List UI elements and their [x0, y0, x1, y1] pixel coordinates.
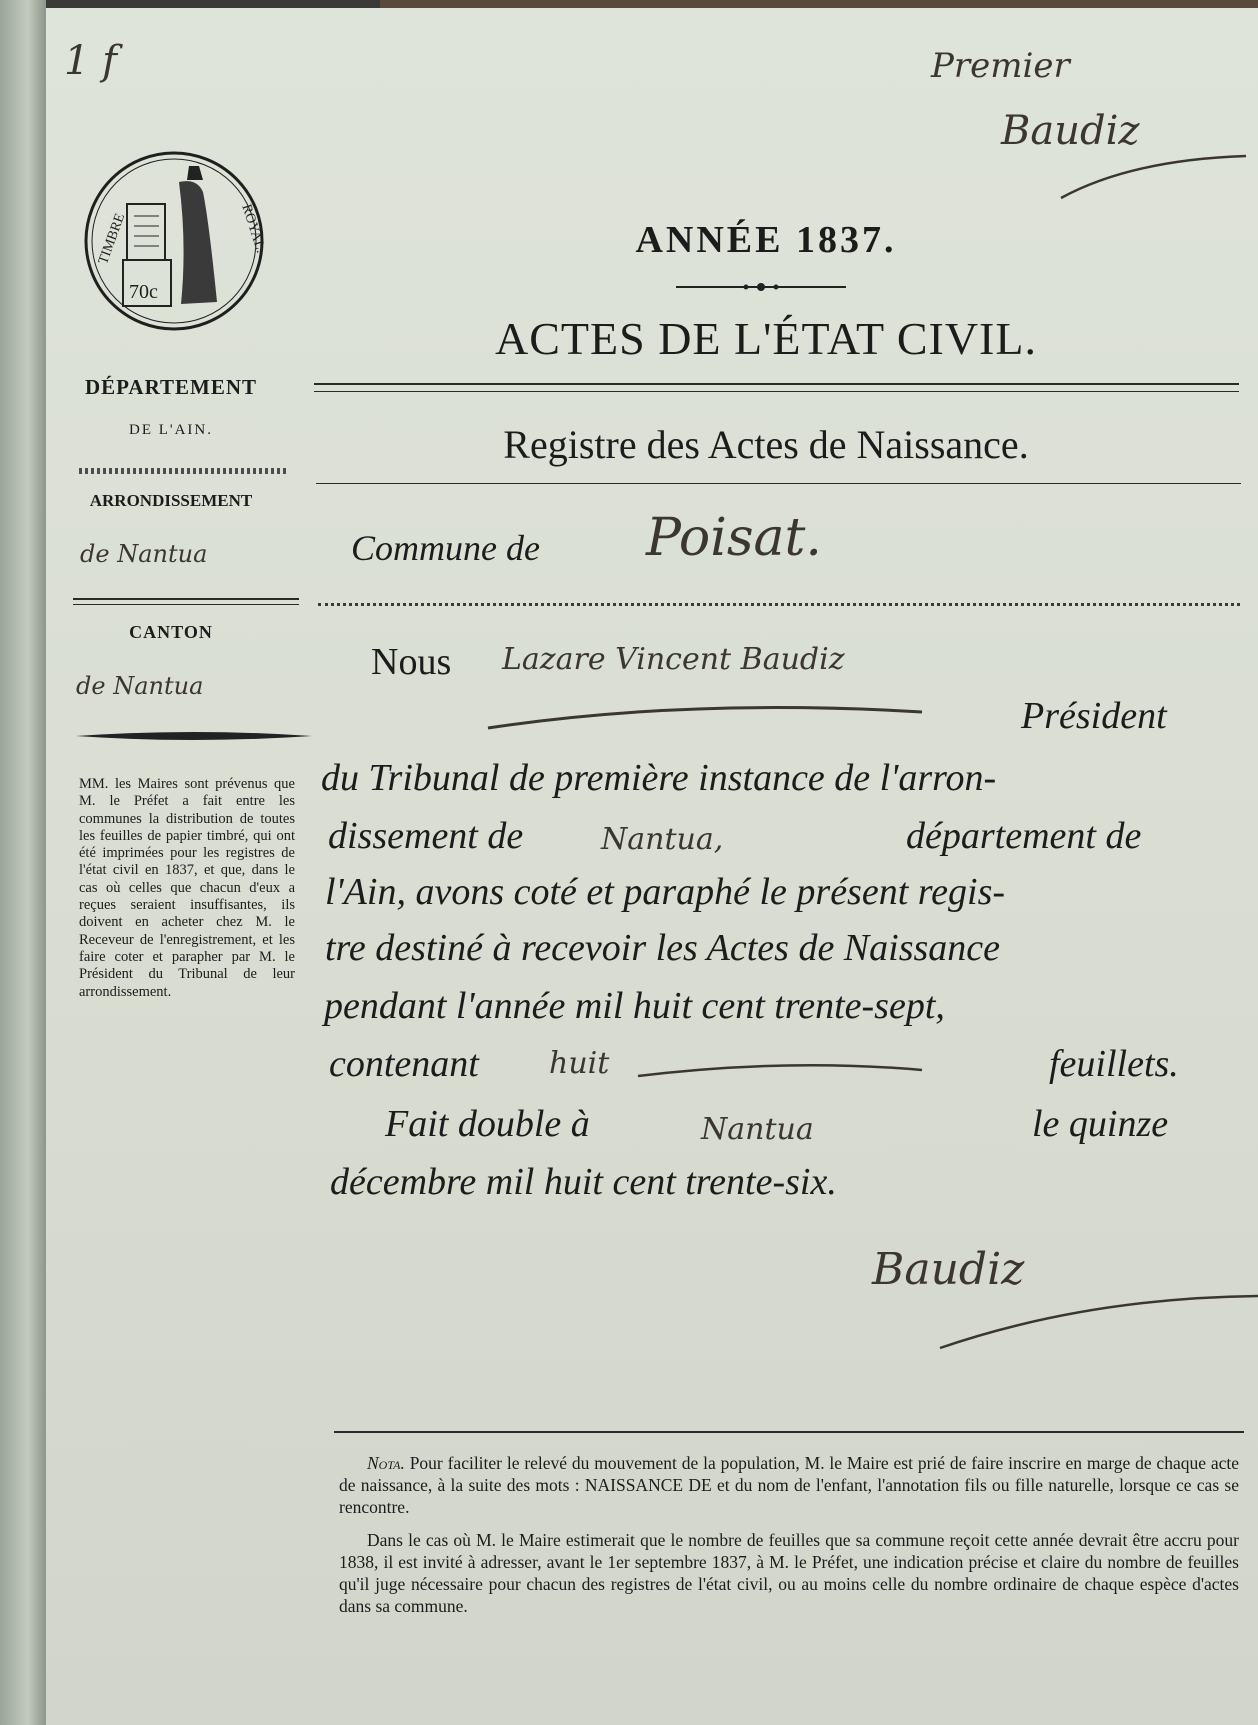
left-page-edge: [0, 0, 46, 1725]
body-line5: tre destiné à recevoir les Actes de Naissance: [325, 927, 1001, 969]
body-line8b: le quinze: [1032, 1103, 1169, 1145]
arrondissement-value: de Nantua: [80, 540, 208, 568]
header-rule-middle: [316, 483, 1241, 484]
body-line3a: dissement de: [328, 815, 524, 857]
signature-bottom: Baudiz: [872, 1244, 1025, 1295]
nota-text-1: Pour faciliter le relevé du mouvement de la population, M. le Maire est prié de faire inscrire en marge de chaque acte de naissance, à la suite des mots : NAISSANCE DE et du nom de l'enfant, l'annotation fils ou fille naturelle, lorsque ce cas se rencontre.: [339, 1453, 1239, 1517]
body-nous: Nous: [371, 641, 452, 683]
body-line9: décembre mil huit cent trente-six.: [330, 1161, 837, 1203]
handwritten-premier: Premier: [931, 46, 1070, 86]
body-line3b: département de: [906, 815, 1142, 857]
nota-paragraph-1: [339, 1452, 1239, 1518]
register-page: [46, 8, 1258, 1725]
body-line6: pendant l'année mil huit cent trente-sept,: [324, 985, 945, 1027]
commune-name: Poisat.: [646, 508, 822, 568]
handwritten-signature-top: Baudiz: [1001, 108, 1140, 154]
body-line4: l'Ain, avons coté et paraphé le présent regis-: [325, 871, 1006, 913]
signature-flourish-bottom: [936, 1288, 1258, 1358]
header-rule-top-b: [314, 391, 1239, 392]
handwritten-folio-note: 1 f: [64, 38, 117, 84]
sidebar-double-rule-b: [73, 604, 299, 605]
royal-stamp-seal: [79, 146, 269, 336]
feuillets-flourish: [636, 1058, 926, 1082]
departement-value: DE L'AIN.: [128, 422, 214, 438]
sidebar-notice: MM. les Maires sont prévenus que M. le Préfet a fait entre les communes la distribution de toutes les feuilles de papier timbré, qui ont été imprimées pour les registres de l'état civil en 1837, et que, dans le cas où celles que chacun d'eux a reçues seraient insuffisantes, ils doivent en acheter chez M. le Receveur de l'enregistrement, et les faire coter et parapher par M. le Président du Tribunal de leur arrondissement.: [79, 776, 295, 1000]
seal-value: 70c: [129, 281, 158, 303]
arrondissement-name: Nantua,: [601, 822, 724, 857]
title-ornament: [676, 280, 846, 294]
header-rule-top-a: [314, 383, 1239, 385]
body-line7b: feuillets.: [1049, 1043, 1179, 1085]
arrondissement-label: ARRONDISSEMENT: [89, 491, 253, 510]
body-line2: du Tribunal de première instance de l'arron-: [321, 757, 997, 799]
body-president: Président: [1021, 695, 1167, 737]
signature-flourish-top: [1056, 148, 1256, 208]
canton-value: de Nantua: [76, 672, 204, 700]
nota-rule: [334, 1431, 1244, 1433]
register-title: Registre des Actes de Naissance.: [503, 422, 1029, 467]
fait-double-place: Nantua: [701, 1112, 814, 1147]
sidebar-swell-rule: [74, 728, 314, 744]
seal-left-text: TIMBRE: [96, 211, 129, 267]
sidebar-divider-1: [79, 468, 289, 474]
body-line8a: Fait double à: [385, 1103, 590, 1145]
sidebar-double-rule-a: [73, 598, 299, 600]
main-title: ACTES DE L'ÉTAT CIVIL.: [495, 313, 1037, 364]
canton-label: CANTON: [129, 622, 213, 642]
commune-label: Commune de: [351, 528, 540, 568]
seal-right-text: ROYAL.: [238, 202, 269, 255]
departement-label: DÉPARTEMENT: [84, 375, 258, 399]
nota-paragraph-2: Dans le cas où M. le Maire estimerait que le nombre de feuilles que sa commune reçoit cette année devrait être accru pour 1838, il est invité à adresser, avant le 1er septembre 1837, à M. le Préfet, une indication précise et claire du nombre de feuilles qu'il juge nécessaire pour chacun des registres de l'état civil, ou au moins celle du nombre ordinaire de chaque espèce d'actes dans sa commune.: [339, 1530, 1239, 1616]
year-title: ANNÉE 1837.: [635, 219, 897, 261]
nota-label: Nota.: [367, 1453, 405, 1473]
body-line7a: contenant: [329, 1043, 479, 1085]
nous-flourish: [486, 698, 926, 738]
nous-name: Lazare Vincent Baudiz: [502, 642, 845, 677]
feuillets-count: huit: [549, 1046, 610, 1081]
commune-dotted-rule: [318, 603, 1240, 606]
